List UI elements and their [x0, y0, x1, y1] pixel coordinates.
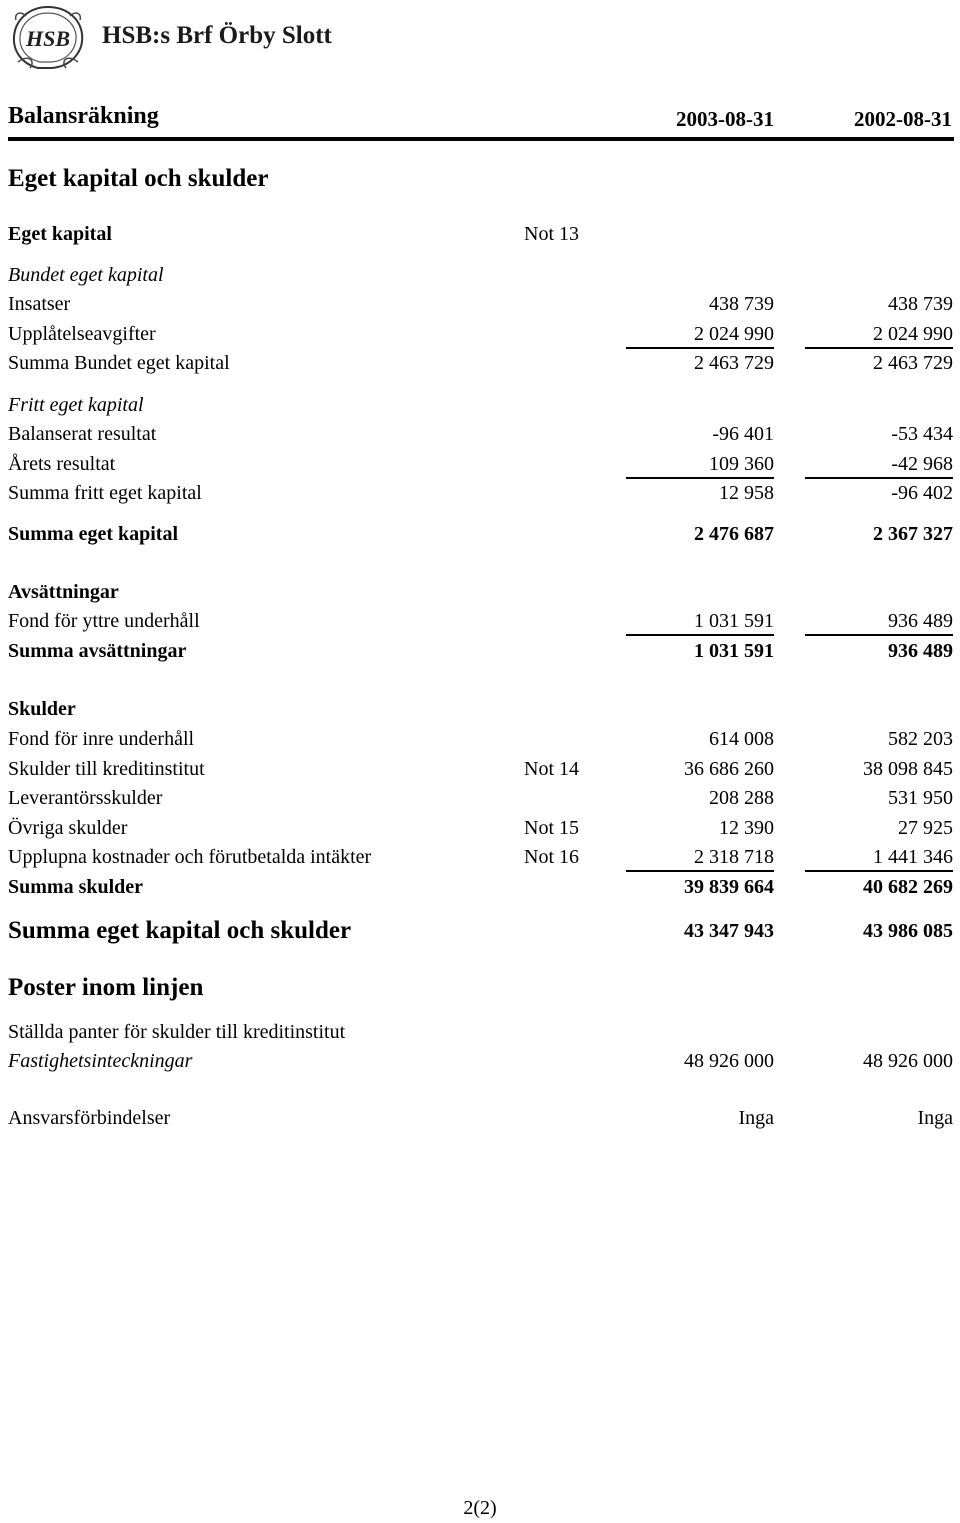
stallda-panter-row	[8, 1019, 954, 1045]
value-2003: 48 926 000	[684, 1050, 774, 1072]
ovriga-skulder-row	[8, 815, 954, 841]
value-2003: 12 390	[719, 817, 774, 839]
row-label: Poster inom linjen	[8, 974, 204, 1001]
row-label: Ansvarsförbindelser	[8, 1107, 171, 1129]
value-2003: Inga	[738, 1107, 774, 1129]
value-2002: 936 489	[805, 608, 953, 636]
note-ref: Not 13	[524, 223, 579, 245]
value-2003: 2 318 718	[626, 844, 774, 872]
section-title-row	[8, 166, 954, 196]
value-2002: -96 402	[891, 482, 953, 504]
value-2002: 2 463 729	[873, 352, 953, 374]
row-label: Avsättningar	[8, 581, 119, 603]
upplupna-kostnader-row	[8, 844, 954, 870]
row-label: Insatser	[8, 293, 71, 315]
value-2003: 1 031 591	[626, 608, 774, 636]
note-ref: Not 15	[524, 817, 579, 839]
row-label: Summa avsättningar	[8, 640, 187, 662]
date-column-2: 2002-08-31	[854, 107, 952, 131]
fritt-subheader-row	[8, 392, 954, 418]
value-2002: 582 203	[888, 728, 953, 750]
row-label: Ställda panter för skulder till kreditinstitut	[8, 1021, 346, 1043]
page-number: 2(2)	[463, 1497, 497, 1519]
leverantorsskulder-row	[8, 785, 954, 811]
poster-header-row	[8, 973, 954, 1003]
value-2002: 438 739	[888, 293, 953, 315]
row-label: Summa eget kapital	[8, 523, 178, 545]
value-2003: 36 686 260	[684, 758, 774, 780]
value-2003: 39 839 664	[684, 876, 774, 898]
row-label: Leverantörsskulder	[8, 787, 163, 809]
row-label: Summa eget kapital och skulder	[8, 917, 352, 944]
fond-inre-row	[8, 726, 954, 752]
row-label: Fritt eget kapital	[8, 394, 144, 416]
upplatelseavgifter-row	[8, 321, 954, 347]
row-label: Övriga skulder	[8, 817, 128, 839]
row-label: Skulder till kreditinstitut	[8, 758, 205, 780]
fond-yttre-row	[8, 608, 954, 634]
row-label: Summa Bundet eget kapital	[8, 352, 230, 374]
fastighetsinteckningar-row	[8, 1048, 954, 1074]
value-2002: 43 986 085	[863, 920, 953, 942]
note-ref: Not 16	[524, 846, 579, 868]
value-2002: 936 489	[888, 640, 953, 662]
skulder-header-row	[8, 696, 954, 722]
eget-kapital-header-row	[8, 221, 954, 247]
ansvarsforbindelser-row	[8, 1105, 954, 1131]
date-column-1: 2003-08-31	[676, 107, 774, 131]
value-2002: 1 441 346	[805, 844, 953, 872]
value-2002: 2 024 990	[805, 321, 953, 349]
total-row	[8, 916, 954, 946]
value-2002: 27 925	[898, 817, 953, 839]
value-2002: 2 367 327	[873, 523, 953, 545]
value-2003: 109 360	[626, 451, 774, 479]
page-title: Balansräkning	[8, 103, 159, 129]
row-label: Bundet eget kapital	[8, 264, 164, 286]
value-2003: 438 739	[709, 293, 774, 315]
row-label: Summa fritt eget kapital	[8, 482, 202, 504]
note-ref: Not 14	[524, 758, 579, 780]
row-label: Balanserat resultat	[8, 423, 157, 445]
arets-resultat-row	[8, 451, 954, 477]
value-2003: 1 031 591	[694, 640, 774, 662]
balance-sheet-title-row	[8, 103, 954, 141]
avsattningar-header-row	[8, 579, 954, 605]
row-label: Upplupna kostnader och förutbetalda intäkter	[8, 846, 372, 868]
value-2003: 2 476 687	[694, 523, 774, 545]
summa-avsattningar-row	[8, 638, 954, 664]
row-label: Upplåtelseavgifter	[8, 323, 156, 345]
value-2003: 208 288	[709, 787, 774, 809]
row-label: Fond för yttre underhåll	[8, 610, 200, 632]
value-2002: 40 682 269	[863, 876, 953, 898]
row-label: Skulder	[8, 698, 76, 720]
page-header	[8, 4, 332, 72]
value-2003: -96 401	[712, 423, 774, 445]
row-label: Fond för inre underhåll	[8, 728, 195, 750]
summa-bundet-row	[8, 350, 954, 376]
value-2003: 12 958	[719, 482, 774, 504]
value-2003: 43 347 943	[684, 920, 774, 942]
value-2002: 531 950	[888, 787, 953, 809]
value-2003: 2 024 990	[626, 321, 774, 349]
section-title: Eget kapital och skulder	[8, 165, 269, 192]
value-2002: -42 968	[805, 451, 953, 479]
skulder-kreditinstitut-row	[8, 756, 954, 782]
bundet-subheader-row	[8, 262, 954, 288]
row-label: Summa skulder	[8, 876, 144, 898]
svg-text:HSB: HSB	[25, 26, 71, 51]
value-2003: 2 463 729	[694, 352, 774, 374]
value-2002: 38 098 845	[863, 758, 953, 780]
summa-eget-kapital-row	[8, 521, 954, 547]
hsb-logo	[8, 4, 88, 72]
row-label: Fastighetsinteckningar	[8, 1050, 193, 1072]
summa-fritt-row	[8, 480, 954, 506]
row-label: Eget kapital	[8, 223, 112, 245]
value-2002: 48 926 000	[863, 1050, 953, 1072]
insatser-row	[8, 291, 954, 317]
value-2002: Inga	[917, 1107, 953, 1129]
balanserat-resultat-row	[8, 421, 954, 447]
value-2002: -53 434	[891, 423, 953, 445]
row-label: Årets resultat	[8, 453, 116, 475]
summa-skulder-row	[8, 874, 954, 900]
value-2003: 614 008	[709, 728, 774, 750]
org-name: HSB:s Brf Örby Slott	[102, 22, 332, 49]
